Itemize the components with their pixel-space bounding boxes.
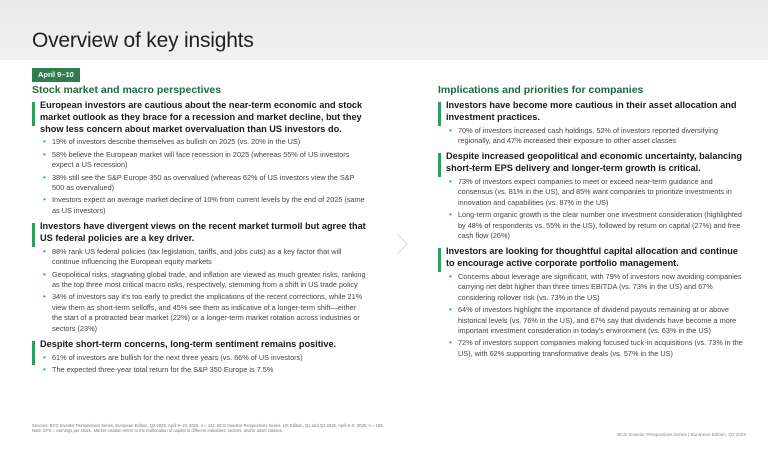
insight-block xyxy=(32,339,366,376)
bullet-item: • 34% of investors say it’s too early to predict the implications of the recent corrections, while 21% view them as short-term selloffs, and 45% see them as indicative of a longer-term shift—either the start of a protracted bear market (22%) or a longer-term market rotation across industries or sectors (23%) xyxy=(40,292,366,334)
bullet-list xyxy=(40,247,366,334)
bullet-list xyxy=(446,177,746,241)
bullet-item: • Investors expect an average market decline of 10% from current levels by the end of 2025 (same as US investors) xyxy=(40,195,366,216)
bullet-item: • The expected three-year total return for the S&P 350 Europe is 7.5% xyxy=(40,365,366,375)
left-column-heading: Stock market and macro perspectives xyxy=(32,84,222,96)
insight-block xyxy=(438,151,746,241)
note-text: Note: EPS = earnings per share. Market rotation refers to the reallocation of capital to different industries, sectors, and/or asset classes. xyxy=(32,428,283,434)
insight-headline: Investors are looking for thoughtful capital allocation and continue to encourage active corporate portfolio management. xyxy=(446,246,738,269)
insight-headline: Despite short-term concerns, long-term sentiment remains positive. xyxy=(40,339,337,350)
date-tag: April 9–10 xyxy=(32,68,80,82)
insight-block xyxy=(32,221,366,334)
bullet-item: • 64% of investors highlight the importance of dividend payouts remaining at or above historical levels (vs. 76% in the US), and 67% say that dividends have become a more important investment consideration in today’s environment (vs. 63% in the US) xyxy=(446,305,746,336)
bullet-list xyxy=(446,272,746,359)
bullet-item: • Geopolitical risks, stagnating global trade, and inflation are viewed as much greater risks, ranking as the top three most critical macro risks, respectively, stemming from a shift in US trade policy xyxy=(40,270,366,291)
bullet-item: • 58% believe the European market will face recession in 2025 (whereas 55% of US investors expect a US recession) xyxy=(40,150,366,171)
bullet-item: • 61% of investors are bullish for the next three years (vs. 66% of US investors) xyxy=(40,353,366,363)
insight-block xyxy=(438,100,746,146)
bullet-item: • Concerns about leverage are significant, with 79% of investors now avoiding companies carrying net debt higher than three times EBITDA (vs. 73% in the US) and 67% considering rollover risk (vs. 73% in the US) xyxy=(446,272,746,303)
insight-headline: European investors are cautious about the near-term economic and stock market outlook as they brace for a recession and market decline, but they show less concern about market overvaluation than US investors do. xyxy=(40,100,363,134)
chevron-right-icon xyxy=(393,232,411,256)
insight-block xyxy=(438,246,746,359)
footer-publication: BCG Investor Perspectives Series | European Edition, Q2 2025 xyxy=(617,432,746,437)
bullet-list xyxy=(40,353,366,376)
bullet-item: • Long-term organic growth is the clear number one investment consideration (highlighted by 48% of respondents vs. 55% in the US), followed by return on capital (27%) and free cash flow (26%) xyxy=(446,210,746,241)
right-column-heading: Implications and priorities for companies xyxy=(438,84,644,96)
footer-sources xyxy=(32,423,552,434)
insight-headline: Investors have become more cautious in their asset allocation and investment practices. xyxy=(446,100,737,122)
page-title: Overview of key insights xyxy=(32,29,254,52)
bullet-item: • 19% of investors describe themselves as bullish on 2025 (vs. 20% in the US) xyxy=(40,137,366,147)
insight-block xyxy=(32,100,366,216)
insight-headline: Investors have divergent views on the recent market turmoil but agree that US federal policies are a key driver. xyxy=(40,221,366,244)
bullet-item: • 72% of investors support companies making focused tuck-in acquisitions (vs. 73% in the US), with 62% supporting transformative deals (vs. 57% in the US) xyxy=(446,338,746,359)
sources-text: Sources: BCG Investor Perspectives Series, European Edition, Q2 2025, April 9–10, 2025, n = 121; BCG Investor Perspectives Series, US Edition, Q1 and Q2 2025, April 8–9, 2025, n = 158. xyxy=(32,423,384,428)
bullet-list xyxy=(40,137,366,216)
bullet-item: • 38% still see the S&P Europe 350 as overvalued (whereas 62% of US investors view the S&P 500 as overvalued) xyxy=(40,173,366,194)
bullet-list xyxy=(446,126,746,147)
bullet-item: • 88% rank US federal policies (tax legislation, tariffs, and jobs cuts) as a key factor that will continue influencing the European equity markets xyxy=(40,247,366,268)
right-column xyxy=(438,84,746,364)
left-column xyxy=(32,84,366,381)
bullet-item: • 70% of investors increased cash holdings, 52% of investors reported diversifying regionally, and 47% increased their exposure to other asset classes xyxy=(446,126,746,147)
insight-headline: Despite increased geopolitical and economic uncertainty, balancing short-term EPS delivery and longer-term growth is critical. xyxy=(446,151,742,174)
bullet-item: • 73% of investors expect companies to meet or exceed near-term guidance and consensus (vs. 81% in the US), and 85% want companies to prioritize investments in innovation and capabilities (vs. 87% in the US) xyxy=(446,177,746,208)
